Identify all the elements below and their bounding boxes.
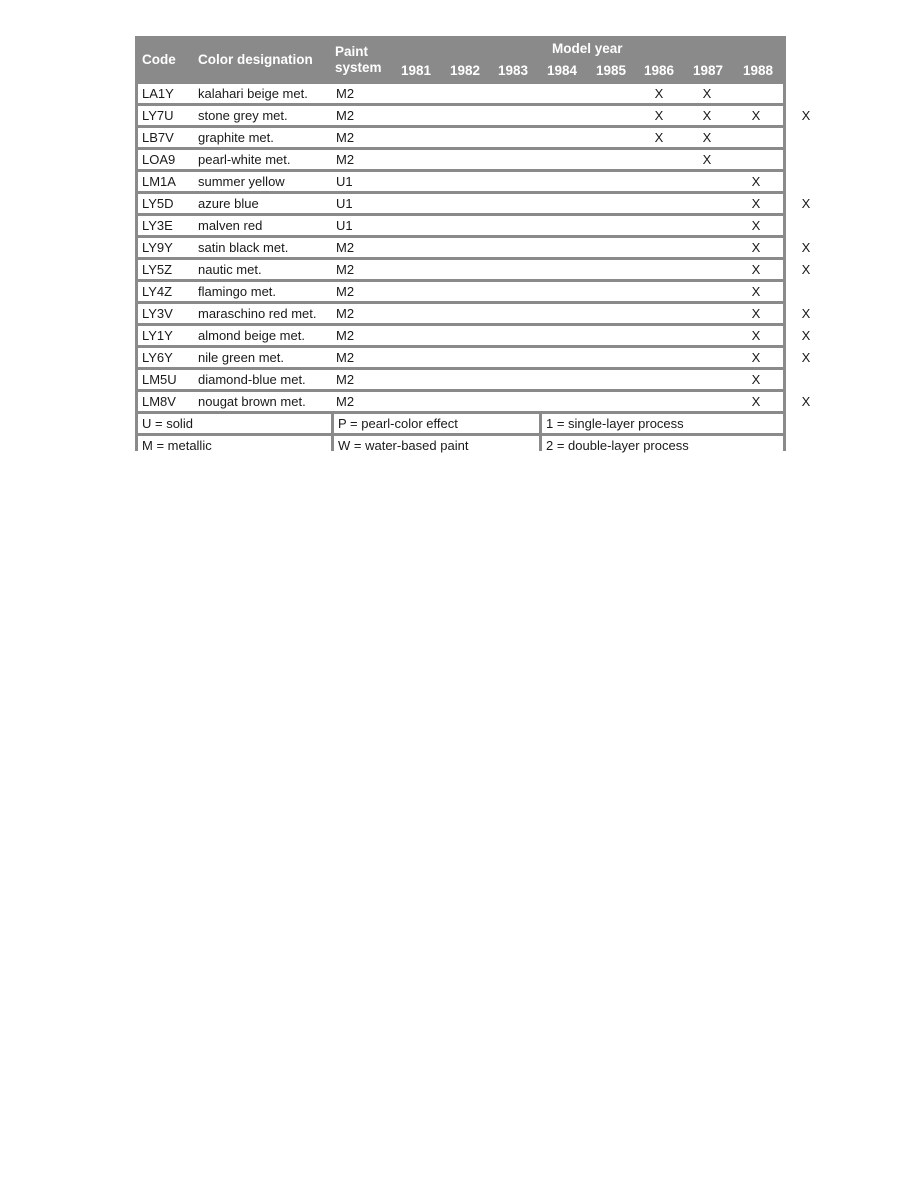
year-mark: X (751, 349, 761, 365)
year-mark: X (751, 305, 761, 321)
color-code: LY6Y (142, 349, 173, 365)
color-name: almond beige met. (198, 327, 305, 343)
color-code: LY5Z (142, 261, 173, 277)
color-code: LY1Y (142, 327, 173, 343)
year-mark: X (702, 129, 712, 145)
color-code: LY7U (142, 107, 174, 123)
color-name: stone grey met. (198, 107, 288, 123)
year-mark: X (751, 393, 761, 409)
color-code: LOA9 (142, 151, 176, 167)
year-mark: X (801, 107, 811, 123)
color-name: nougat brown met. (198, 393, 306, 409)
table-body (138, 84, 811, 412)
table-row (138, 326, 811, 346)
year-mark: X (751, 371, 761, 387)
color-name: malven red (198, 217, 263, 233)
table-row (138, 216, 783, 236)
paint-code-table (135, 36, 811, 453)
year-mark: X (702, 151, 712, 167)
paint-system: U1 (336, 195, 353, 211)
year-mark: X (751, 107, 761, 123)
color-name: summer yellow (198, 173, 285, 189)
table-row (138, 106, 811, 126)
paint-system: M2 (336, 107, 355, 123)
header-paint-line1: Paint (335, 44, 369, 59)
table-header (138, 39, 783, 81)
table-row (138, 172, 783, 192)
color-name: flamingo met. (198, 283, 277, 299)
table-row (138, 304, 811, 324)
color-code: LY4Z (142, 283, 173, 299)
color-code: LM5U (142, 371, 177, 387)
table-row (138, 128, 783, 148)
year-mark: X (751, 261, 761, 277)
legend-item: 2 = double-layer process (542, 436, 783, 456)
color-name: pearl-white met. (198, 151, 291, 167)
color-name: satin black met. (198, 239, 289, 255)
legend-item: M = metallic (138, 436, 331, 456)
year-mark: X (801, 393, 811, 409)
color-code: LA1Y (142, 85, 174, 101)
header-year: 1982 (450, 63, 481, 78)
year-mark: X (751, 217, 761, 233)
year-mark: X (751, 239, 761, 255)
legend-item: W = water-based paint (334, 436, 539, 456)
color-code: LB7V (142, 129, 174, 145)
table-row (138, 348, 811, 368)
color-code: LM8V (142, 393, 176, 409)
table-row (138, 194, 811, 214)
year-mark: X (801, 305, 811, 321)
color-name: graphite met. (198, 129, 274, 145)
year-mark: X (654, 85, 664, 101)
table-row (138, 238, 811, 258)
header-code: Code (142, 52, 176, 67)
paint-system: U1 (336, 217, 353, 233)
header-year: 1986 (644, 63, 675, 78)
paint-system: M2 (336, 371, 355, 387)
year-mark: X (702, 85, 712, 101)
paint-system: M2 (336, 349, 355, 365)
legend-row (138, 436, 783, 456)
color-name: azure blue (198, 195, 259, 211)
year-mark: X (751, 283, 761, 299)
color-name: maraschino red met. (198, 305, 317, 321)
legend-item: P = pearl-color effect (334, 414, 539, 434)
year-mark: X (654, 129, 664, 145)
paint-system: M2 (336, 239, 355, 255)
table-row (138, 260, 811, 280)
paint-system: M2 (336, 261, 355, 277)
year-mark: X (751, 195, 761, 211)
year-mark: X (751, 173, 761, 189)
year-mark: X (801, 239, 811, 255)
table-row (138, 84, 783, 104)
color-code: LY9Y (142, 239, 173, 255)
table-row (138, 150, 783, 170)
paint-system: M2 (336, 393, 355, 409)
paint-system: M2 (336, 305, 355, 321)
header-paint-line2: system (335, 60, 382, 75)
header-year: 1985 (596, 63, 627, 78)
color-name: kalahari beige met. (198, 85, 308, 101)
color-code: LY3V (142, 305, 173, 321)
header-year: 1984 (547, 63, 578, 78)
year-mark: X (801, 195, 811, 211)
header-model-year: Model year (552, 41, 623, 56)
paint-system: M2 (336, 327, 355, 343)
legend (138, 414, 783, 456)
paint-system: M2 (336, 129, 355, 145)
color-name: nile green met. (198, 349, 284, 365)
year-mark: X (801, 349, 811, 365)
year-mark: X (801, 261, 811, 277)
color-code: LM1A (142, 173, 176, 189)
header-year: 1981 (401, 63, 432, 78)
color-name: diamond-blue met. (198, 371, 306, 387)
year-mark: X (801, 327, 811, 343)
table-row (138, 392, 811, 412)
paint-system: M2 (336, 283, 355, 299)
year-mark: X (654, 107, 664, 123)
header-year: 1987 (693, 63, 724, 78)
year-mark: X (702, 107, 712, 123)
color-code: LY3E (142, 217, 173, 233)
paint-system: U1 (336, 173, 353, 189)
header-year: 1983 (498, 63, 529, 78)
color-code: LY5D (142, 195, 174, 211)
year-mark: X (751, 327, 761, 343)
legend-item: U = solid (138, 414, 331, 434)
paint-system: M2 (336, 85, 355, 101)
table-row (138, 370, 783, 390)
header-color-designation: Color designation (198, 52, 313, 67)
header-year: 1988 (743, 63, 774, 78)
table-row (138, 282, 783, 302)
legend-item: 1 = single-layer process (542, 414, 783, 434)
paint-system: M2 (336, 151, 355, 167)
color-name: nautic met. (198, 261, 262, 277)
legend-row (138, 414, 783, 434)
